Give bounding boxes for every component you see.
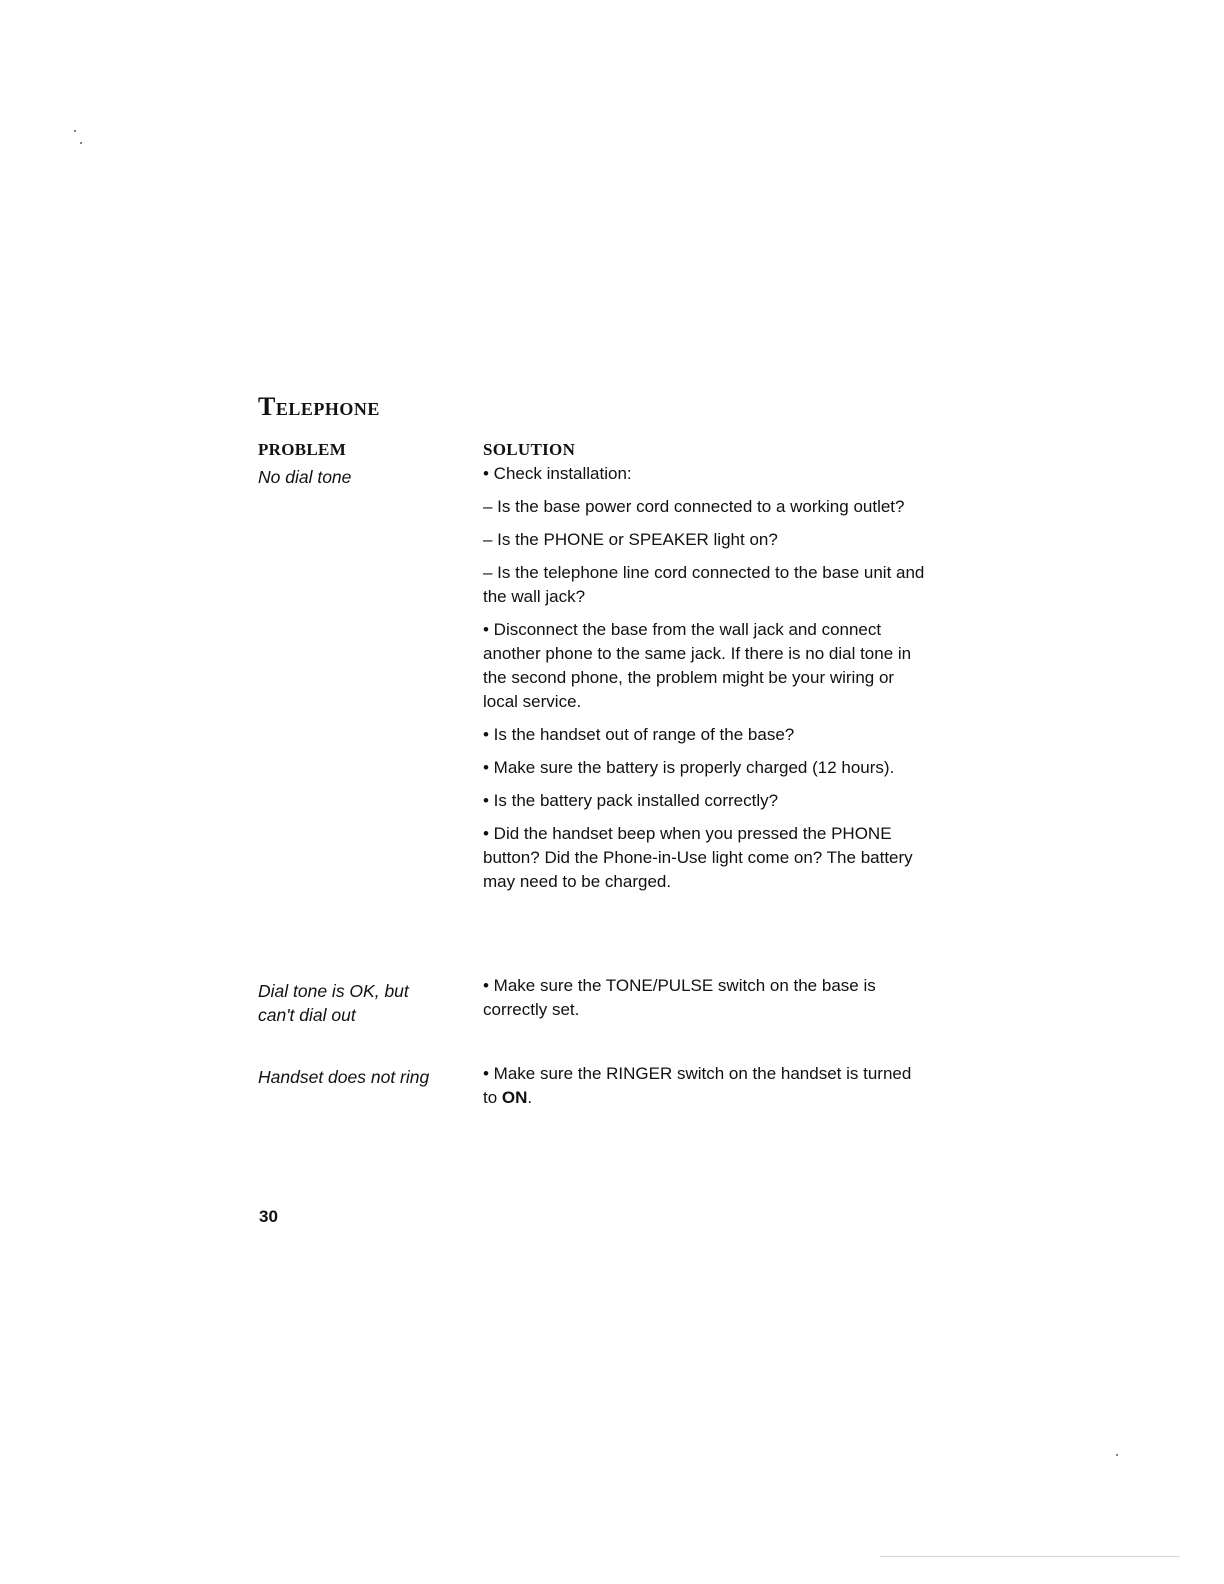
solution-item: – Is the PHONE or SPEAKER light on? [483,530,778,549]
scan-artifact-line [880,1556,1180,1557]
scan-speck [1116,1454,1118,1456]
solution-item: • Make sure the TONE/PULSE switch on the base is correctly set. [483,976,876,1019]
solution-column-header: SOLUTION [483,440,576,459]
problem-no-dial-tone: No dial tone [258,467,352,487]
scan-speck [74,130,76,132]
problem-cant-dial-out [258,979,473,1027]
on-emphasis: ON [501,1088,528,1107]
solution-text: • Make sure the RINGER switch on the handset is turned to [483,1064,912,1107]
solution-item: • Is the battery pack installed correctly? [483,791,779,810]
solution-item: • Make sure the battery is properly charged (12 hours). [483,758,895,777]
section-title: Telephone [258,392,380,421]
solution-list-cant-dial-out [483,974,928,1031]
solution-item: – Is the base power cord connected to a working outlet? [483,497,905,516]
solution-item: • Check installation: [483,464,632,483]
solution-end: . [527,1088,533,1107]
problem-handset-does-not-ring: Handset does not ring [258,1067,430,1087]
page-number: 30 [259,1207,278,1226]
scan-speck [80,142,82,144]
solution-item: – Is the telephone line cord connected to the base unit and the wall jack? [483,563,925,606]
solution-list-handset-does-not-ring [483,1062,928,1119]
solution-item: • Is the handset out of range of the base? [483,725,795,744]
problem-line: can't dial out [258,1005,356,1025]
solution-item [483,1062,928,1110]
solution-list-no-dial-tone [483,462,928,903]
solution-item: • Disconnect the base from the wall jack and connect another phone to the same jack. If there is no dial tone in the second phone, the problem might be your wiring or local service. [483,620,912,711]
problem-line: Dial tone is OK, but [258,981,409,1001]
problem-column-header: PROBLEM [258,440,347,459]
solution-item: • Did the handset beep when you pressed the PHONE button? Did the Phone-in-Use light come on? The battery may need to be charged. [483,824,913,891]
